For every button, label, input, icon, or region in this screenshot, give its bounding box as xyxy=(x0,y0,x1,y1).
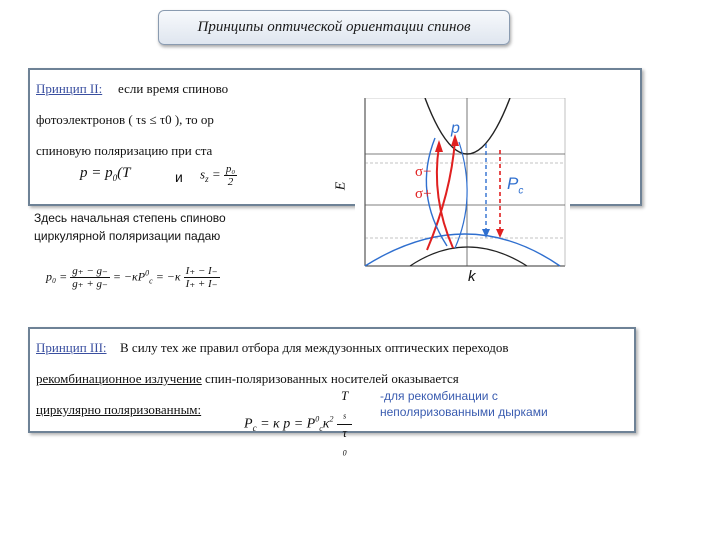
label-p: p xyxy=(451,120,460,137)
slide-title: Принципы оптической ориентации спинов xyxy=(158,10,510,45)
band-diagram xyxy=(333,98,570,285)
formula-p0: p₀ = $\frac{g_+ - g_-}{g_+ + g_-}$ = $-\kappa P^0_c = -\kappa$ $\frac{I_+ - I_-}{I_+ + I_-}$ xyxy=(46,265,218,290)
axis-label-e: E xyxy=(333,181,349,191)
note-line1: Здесь начальная степень спиново xyxy=(34,211,226,225)
principle-2-label: Принцип II: xyxy=(36,81,103,96)
formula-sz: $s_z$ = $\frac{\text{p₀}}{2}$ xyxy=(200,163,236,188)
axis-label-k: k xyxy=(468,268,476,285)
formula-p: $p = p_0(T$ xyxy=(80,165,131,183)
and-word: и xyxy=(175,169,183,185)
principle-3-line2: рекомбинационное излучение спин-поляризованных носителей оказывается xyxy=(36,371,459,386)
formula-pc: $P_c = \kappa$ $p = P^0_c\kappa^2$ T $_s$ τ $_0$ xyxy=(244,388,352,460)
label-sigma-plus: σ+ xyxy=(415,186,432,202)
principle-2-line3: спиновую поляризацию при ста xyxy=(36,143,213,158)
principle-3-line3: циркулярно поляризованным: xyxy=(36,402,202,417)
principle-2-line1: если время спиново xyxy=(118,81,229,96)
label-sigma-minus: σ− xyxy=(415,164,432,180)
note-recombination-1: -для рекомбинации с xyxy=(380,389,498,403)
note-line2: циркулярной поляризации падаю xyxy=(34,229,221,243)
note-recombination-2: неполяризованными дырками xyxy=(380,405,548,419)
band-diagram-svg xyxy=(355,98,570,280)
label-pc: $P_c$ xyxy=(507,174,524,197)
principle-3-label: Принцип III: xyxy=(36,340,107,355)
principle-2-line2: фотоэлектронов ( τs ≤ τ0 ), то ор xyxy=(36,112,214,127)
principle-3-line1: В силу тех же правил отбора для междузонных оптических переходов xyxy=(120,340,509,355)
heavy-hole-band xyxy=(365,234,560,266)
